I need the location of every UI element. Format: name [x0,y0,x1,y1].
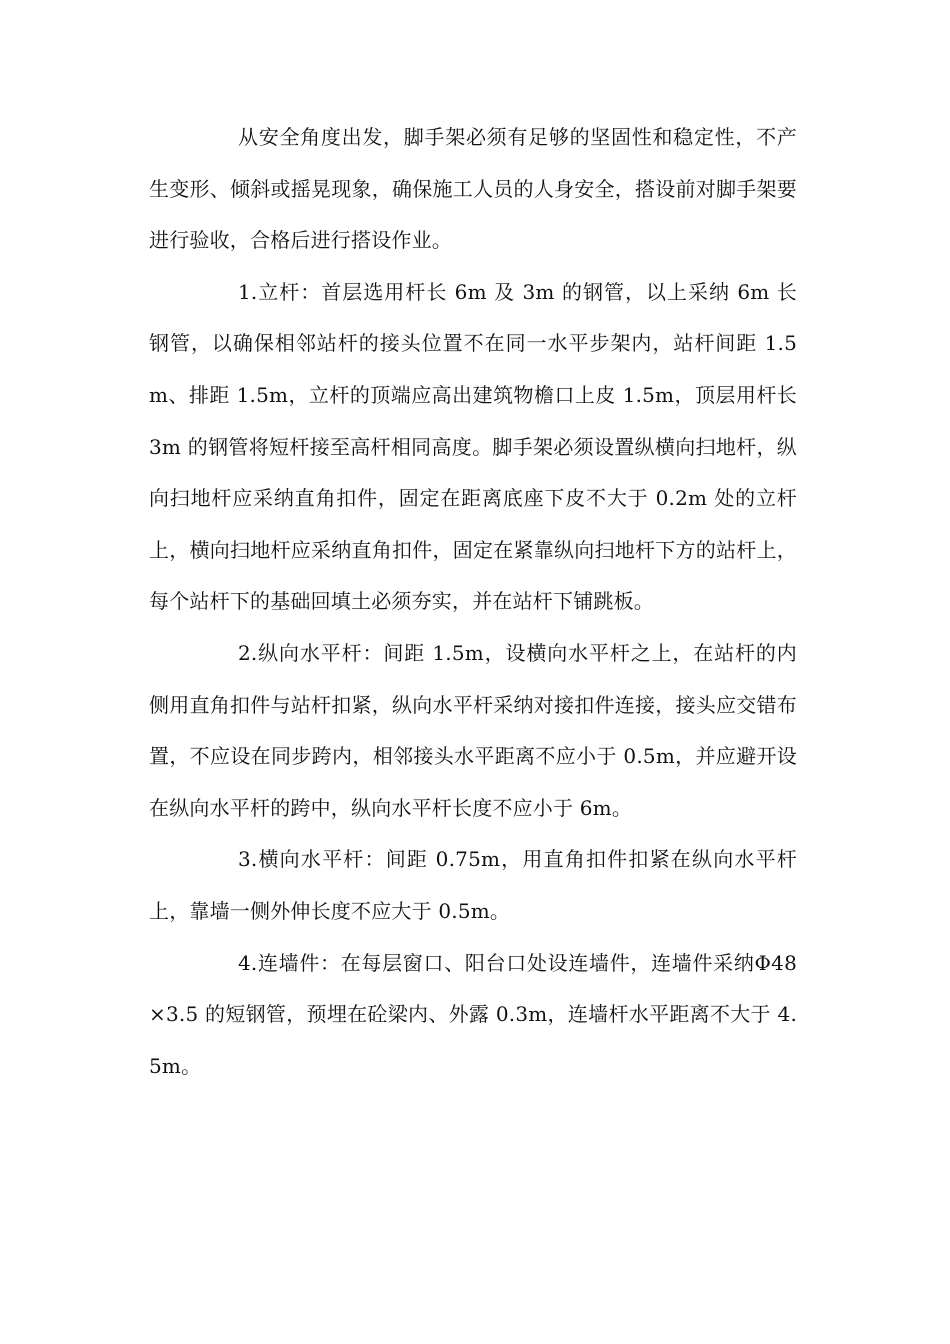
paragraph-wall-tie: 4.连墙件：在每层窗口、阳台口处设连墙件，连墙件采纳Φ48×3.5 的短钢管，预埋在砼梁内、外露 0.3m，连墙杆水平距离不大于 4.5m。 [149,950,797,1078]
document-body [149,112,797,1092]
paragraph-vertical-pole: 1.立杆：首层选用杆长 6m 及 3m 的钢管，以上采纳 6m 长钢管，以确保相邻站杆的接头位置不在同一水平步架内，站杆间距 1.5m、排距 1.5m，立杆的顶端应高出建筑物檐口上皮 1.5m，顶层用杆长 3m 的钢管将短杆接至高杆相同高度。脚手架必须设置纵横向扫地杆，纵向扫地杆应采纳直角扣件，固定在距离底座下皮不大于 0.2m 处的立杆上，横向扫地杆应采纳直角扣件，固定在紧靠纵向扫地杆下方的站杆上，每个站杆下的基础回填土必须夯实，并在站杆下铺跳板。 [149,279,797,614]
paragraph-longitudinal-bar: 2.纵向水平杆：间距 1.5m，设横向水平杆之上，在站杆的内侧用直角扣件与站杆扣紧，纵向水平杆采纳对接扣件连接，接头应交错布置，不应设在同步跨内，相邻接头水平距离不应小于 0.5m，并应避开设在纵向水平杆的跨中，纵向水平杆长度不应小于 6m。 [149,640,797,820]
paragraph-transverse-bar: 3.横向水平杆：间距 0.75m，用直角扣件扣紧在纵向水平杆上，靠墙一侧外伸长度不应大于 0.5m。 [149,847,797,923]
paragraph-safety-intro: 从安全角度出发，脚手架必须有足够的坚固性和稳定性，不产生变形、倾斜或摇晃现象，确保施工人员的人身安全，搭设前对脚手架要进行验收，合格后进行搭设作业。 [149,125,797,253]
